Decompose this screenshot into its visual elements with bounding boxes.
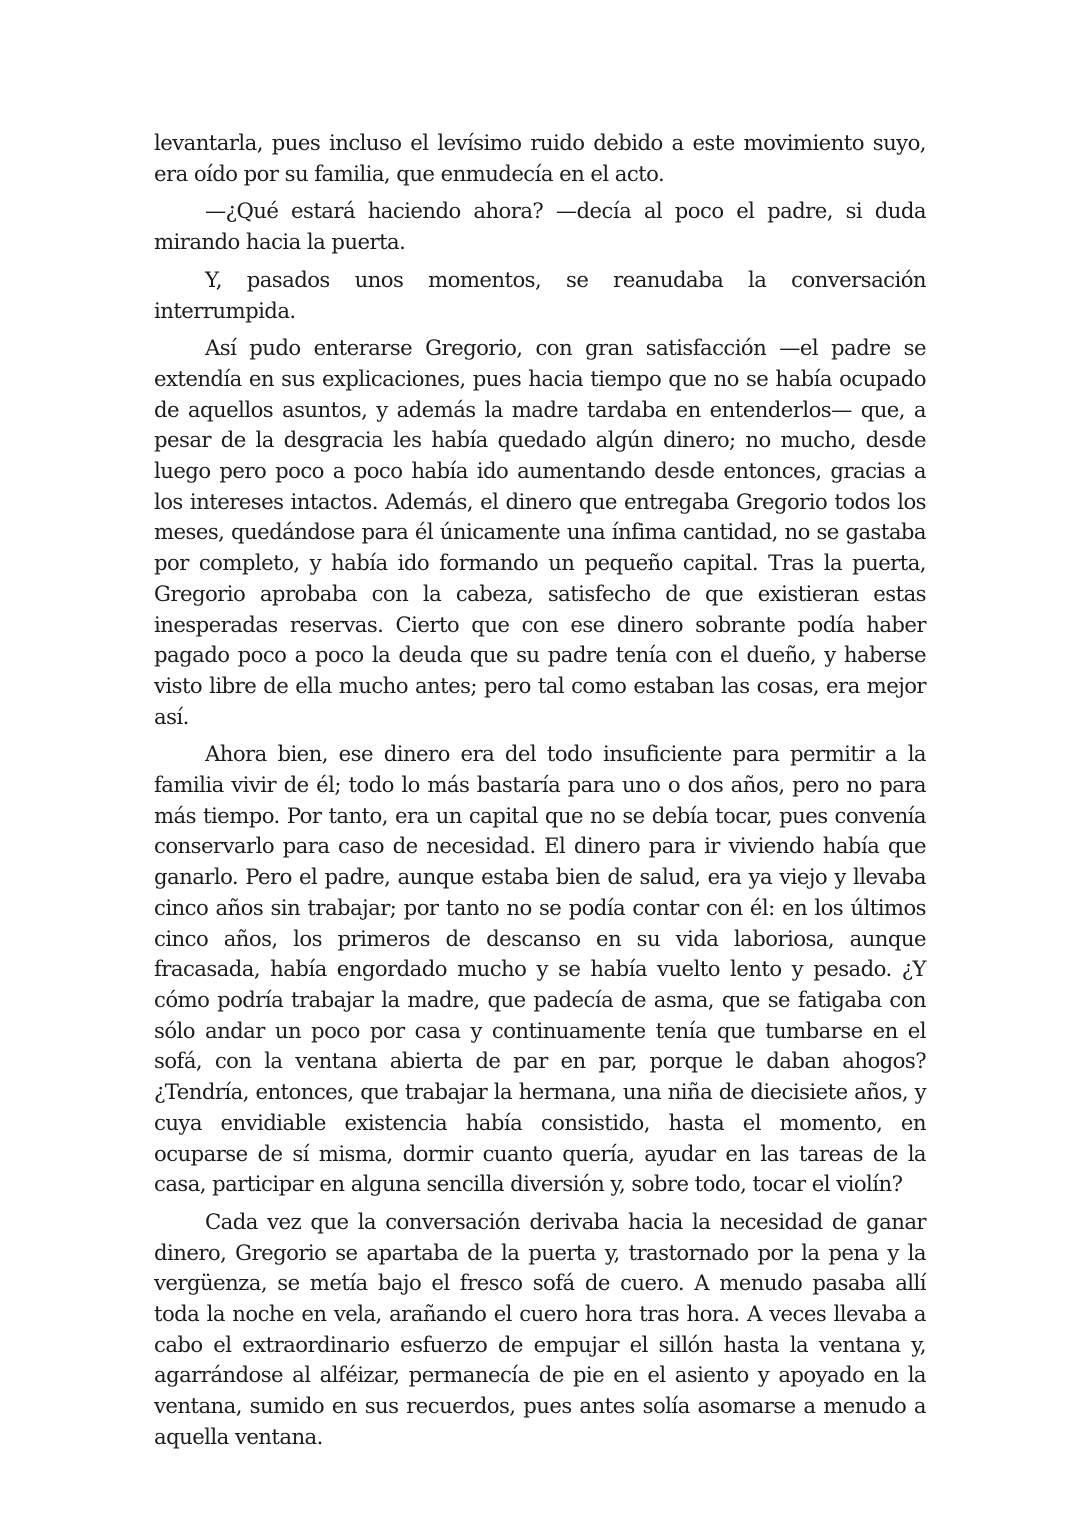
page-body <box>154 128 926 1460</box>
paragraph-gregorio-sofa: Cada vez que la conversación derivaba hacia la necesidad de ganar dinero, Gregorio se apartaba de la puerta y, trastornado por la pena y la vergüenza, se metía bajo el fresco sofá de cuero. A menudo pasaba allí toda la noche en vela, arañando el cuero hora tras hora. A veces llevaba a cabo el extraordinario esfuerzo de empujar el sillón hasta la ventana y, agarrándose al alféizar, permanecía de pie en el asiento y apoyado en la ventana, sumido en sus recuerdos, pues antes solía asomarse a menudo a aquella ventana. <box>154 1208 926 1449</box>
paragraph-family-work: Ahora bien, ese dinero era del todo insuficiente para permitir a la familia vivir de él; todo lo más bastaría para uno o dos años, pero no para más tiempo. Por tanto, era un capital que no se debía tocar, pues convenía conservarlo para caso de necesidad. El dinero para ir viviendo había que ganarlo. Pero el padre, aunque estaba bien de salud, era ya viejo y llevaba cinco años sin trabajar; por tanto no se podía contar con él: en los últimos cinco años, los primeros de descanso en su vida laboriosa, aunque fracasada, había engordado mucho y se había vuelto lento y pesado. ¿Y cómo podría trabajar la madre, que padecía de asma, que se fatigaba con sólo andar un poco por casa y continuamente tenía que tumbarse en el sofá, con la ventana abierta de par en par, porque le daban ahogos? ¿Tendría, entonces, que trabajar la hermana, una niña de diecisiete años, y cuya envidiable existencia había consistido, hasta el momento, en ocuparse de sí misma, dormir cuanto quería, ayudar en las tareas de la casa, participar en alguna sencilla diversión y, sobre todo, tocar el violín? <box>154 741 926 1197</box>
paragraph-continuation: levantarla, pues incluso el levísimo ruido debido a este movimiento suyo, era oído por su familia, que enmudecía en el acto. <box>154 130 926 186</box>
paragraph-savings: Así pudo enterarse Gregorio, con gran satisfacción —el padre se extendía en sus explicaciones, pues hacia tiempo que no se había ocupado de aquellos asuntos, y además la madre tardaba en entenderlos— que, a pesar de la desgracia les había quedado algún dinero; no mucho, desde luego pero poco a poco había ido aumentando desde entonces, gracias a los intereses intactos. Además, el dinero que entregaba Gregorio todos los meses, quedándose para él únicamente una ínfima cantidad, no se gastaba por completo, y había ido formando un pequeño capital. Tras la puerta, Gregorio aprobaba con la cabeza, satisfecho de que existieran estas inesperadas reservas. Cierto que con ese dinero sobrante podía haber pagado poco a poco la deuda que su padre tenía con el dueño, y haberse visto libre de ella mucho antes; pero tal como estaban las cosas, era mejor así. <box>154 335 926 729</box>
paragraph-dialogue: —¿Qué estará haciendo ahora? —decía al poco el padre, si duda mirando hacia la puerta. <box>154 198 926 255</box>
paragraph-resumption: Y, pasados unos momentos, se reanudaba la conversación interrumpida. <box>154 266 926 323</box>
